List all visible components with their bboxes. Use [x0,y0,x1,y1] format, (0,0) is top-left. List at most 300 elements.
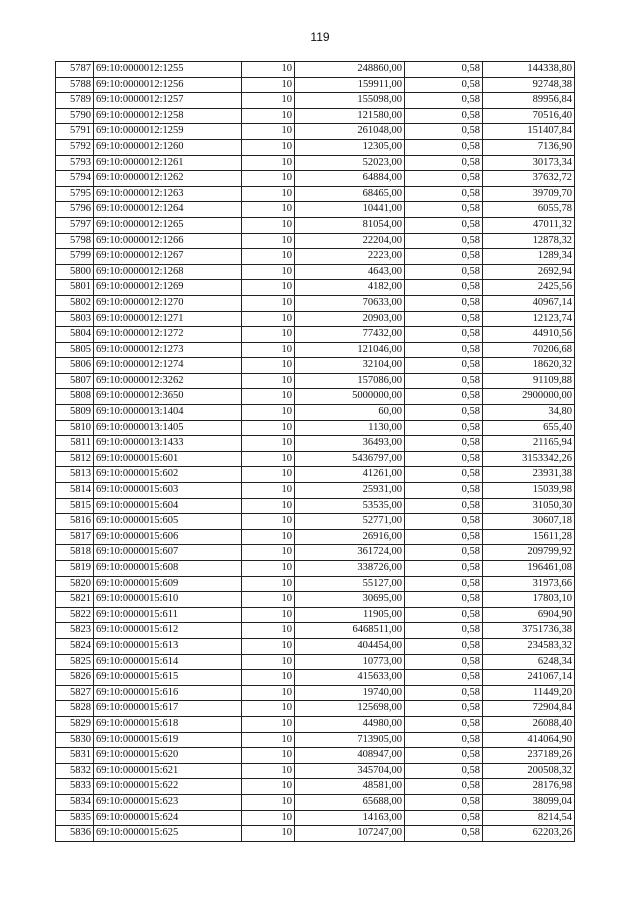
rate-cell: 10 [242,716,295,732]
table-row [56,498,575,514]
result-value-cell: 237189,26 [483,748,575,764]
row-number-cell: 5829 [56,716,94,732]
cadastral-value-cell: 48581,00 [295,779,405,795]
table-row [56,420,575,436]
table-row [56,670,575,686]
coefficient-cell: 0,58 [405,217,483,233]
coefficient-cell: 0,58 [405,701,483,717]
row-number-cell: 5822 [56,607,94,623]
result-value-cell: 234583,32 [483,638,575,654]
cadastral-value-cell: 2223,00 [295,249,405,265]
rate-cell: 10 [242,436,295,452]
result-value-cell: 6248,34 [483,654,575,670]
cadastral-value-cell: 261048,00 [295,124,405,140]
row-number-cell: 5808 [56,389,94,405]
rate-cell: 10 [242,171,295,187]
result-value-cell: 91109,88 [483,373,575,389]
result-value-cell: 2900000,00 [483,389,575,405]
cadastral-number-cell: 69:10:0000015:615 [94,670,242,686]
row-number-cell: 5832 [56,763,94,779]
cadastral-value-cell: 4182,00 [295,280,405,296]
row-number-cell: 5820 [56,576,94,592]
row-number-cell: 5835 [56,810,94,826]
coefficient-cell: 0,58 [405,93,483,109]
table-row [56,826,575,842]
rate-cell: 10 [242,623,295,639]
cadastral-number-cell: 69:10:0000012:1269 [94,280,242,296]
table-row [56,93,575,109]
table-row [56,186,575,202]
result-value-cell: 15611,28 [483,529,575,545]
cadastral-number-cell: 69:10:0000012:1274 [94,358,242,374]
coefficient-cell: 0,58 [405,638,483,654]
cadastral-value-cell: 30695,00 [295,592,405,608]
coefficient-cell: 0,58 [405,358,483,374]
coefficient-cell: 0,58 [405,529,483,545]
result-value-cell: 17803,10 [483,592,575,608]
rate-cell: 10 [242,280,295,296]
rate-cell: 10 [242,373,295,389]
table-row [56,295,575,311]
row-number-cell: 5812 [56,451,94,467]
row-number-cell: 5794 [56,171,94,187]
result-value-cell: 44910,56 [483,327,575,343]
rate-cell: 10 [242,826,295,842]
result-value-cell: 200508,32 [483,763,575,779]
cadastral-number-cell: 69:10:0000012:1272 [94,327,242,343]
coefficient-cell: 0,58 [405,763,483,779]
table-row [56,732,575,748]
cadastral-number-cell: 69:10:0000012:1262 [94,171,242,187]
table-row [56,794,575,810]
row-number-cell: 5802 [56,295,94,311]
cadastral-number-cell: 69:10:0000015:606 [94,529,242,545]
row-number-cell: 5825 [56,654,94,670]
cadastral-value-cell: 361724,00 [295,545,405,561]
table-row [56,638,575,654]
table-row [56,311,575,327]
result-value-cell: 28176,98 [483,779,575,795]
row-number-cell: 5830 [56,732,94,748]
coefficient-cell: 0,58 [405,483,483,499]
cadastral-number-cell: 69:10:0000015:616 [94,685,242,701]
coefficient-cell: 0,58 [405,451,483,467]
cadastral-value-cell: 68465,00 [295,186,405,202]
coefficient-cell: 0,58 [405,670,483,686]
cadastral-number-cell: 69:10:0000015:617 [94,701,242,717]
rate-cell: 10 [242,514,295,530]
row-number-cell: 5805 [56,342,94,358]
cadastral-number-cell: 69:10:0000015:621 [94,763,242,779]
cadastral-number-cell: 69:10:0000013:1433 [94,436,242,452]
coefficient-cell: 0,58 [405,280,483,296]
row-number-cell: 5814 [56,483,94,499]
cadastral-number-cell: 69:10:0000015:601 [94,451,242,467]
coefficient-cell: 0,58 [405,716,483,732]
table-row [56,576,575,592]
result-value-cell: 92748,38 [483,77,575,93]
row-number-cell: 5797 [56,217,94,233]
cadastral-value-cell: 32104,00 [295,358,405,374]
cadastral-number-cell: 69:10:0000013:1404 [94,405,242,421]
cadastral-number-cell: 69:10:0000012:1264 [94,202,242,218]
result-value-cell: 40967,14 [483,295,575,311]
rate-cell: 10 [242,186,295,202]
row-number-cell: 5798 [56,233,94,249]
coefficient-cell: 0,58 [405,389,483,405]
result-value-cell: 37632,72 [483,171,575,187]
coefficient-cell: 0,58 [405,794,483,810]
cadastral-number-cell: 69:10:0000015:622 [94,779,242,795]
rate-cell: 10 [242,467,295,483]
table-row [56,483,575,499]
result-value-cell: 196461,08 [483,561,575,577]
cadastral-value-cell: 22204,00 [295,233,405,249]
table-row [56,217,575,233]
coefficient-cell: 0,58 [405,405,483,421]
coefficient-cell: 0,58 [405,576,483,592]
row-number-cell: 5831 [56,748,94,764]
cadastral-value-cell: 4643,00 [295,264,405,280]
result-value-cell: 241067,14 [483,670,575,686]
cadastral-number-cell: 69:10:0000012:1255 [94,62,242,78]
rate-cell: 10 [242,451,295,467]
row-number-cell: 5826 [56,670,94,686]
result-value-cell: 12123,74 [483,311,575,327]
row-number-cell: 5813 [56,467,94,483]
table-row [56,358,575,374]
coefficient-cell: 0,58 [405,748,483,764]
result-value-cell: 12878,32 [483,233,575,249]
result-value-cell: 89956,84 [483,93,575,109]
row-number-cell: 5800 [56,264,94,280]
table-row [56,327,575,343]
rate-cell: 10 [242,779,295,795]
coefficient-cell: 0,58 [405,514,483,530]
rate-cell: 10 [242,685,295,701]
table-row [56,716,575,732]
row-number-cell: 5792 [56,139,94,155]
cadastral-value-cell: 107247,00 [295,826,405,842]
rate-cell: 10 [242,794,295,810]
cadastral-number-cell: 69:10:0000015:620 [94,748,242,764]
cadastral-value-cell: 65688,00 [295,794,405,810]
rate-cell: 10 [242,311,295,327]
table-row [56,405,575,421]
result-value-cell: 47011,32 [483,217,575,233]
table-row [56,139,575,155]
cadastral-value-cell: 415633,00 [295,670,405,686]
rate-cell: 10 [242,342,295,358]
result-value-cell: 7136,90 [483,139,575,155]
table-row [56,654,575,670]
table-row [56,685,575,701]
row-number-cell: 5796 [56,202,94,218]
result-value-cell: 62203,26 [483,826,575,842]
coefficient-cell: 0,58 [405,342,483,358]
result-value-cell: 655,40 [483,420,575,436]
result-value-cell: 2692,94 [483,264,575,280]
cadastral-number-cell: 69:10:0000012:1263 [94,186,242,202]
cadastral-value-cell: 125698,00 [295,701,405,717]
rate-cell: 10 [242,638,295,654]
table-row [56,108,575,124]
cadastral-number-cell: 69:10:0000012:1261 [94,155,242,171]
table-row [56,748,575,764]
coefficient-cell: 0,58 [405,420,483,436]
row-number-cell: 5809 [56,405,94,421]
coefficient-cell: 0,58 [405,77,483,93]
coefficient-cell: 0,58 [405,249,483,265]
row-number-cell: 5788 [56,77,94,93]
result-value-cell: 414064,90 [483,732,575,748]
table-row [56,373,575,389]
row-number-cell: 5823 [56,623,94,639]
row-number-cell: 5833 [56,779,94,795]
coefficient-cell: 0,58 [405,810,483,826]
result-value-cell: 1289,34 [483,249,575,265]
row-number-cell: 5804 [56,327,94,343]
cadastral-number-cell: 69:10:0000012:1258 [94,108,242,124]
row-number-cell: 5816 [56,514,94,530]
cadastral-value-cell: 25931,00 [295,483,405,499]
coefficient-cell: 0,58 [405,436,483,452]
row-number-cell: 5818 [56,545,94,561]
cadastral-value-cell: 41261,00 [295,467,405,483]
rate-cell: 10 [242,483,295,499]
row-number-cell: 5811 [56,436,94,452]
cadastral-value-cell: 155098,00 [295,93,405,109]
row-number-cell: 5803 [56,311,94,327]
cadastral-value-cell: 11905,00 [295,607,405,623]
cadastral-number-cell: 69:10:0000015:611 [94,607,242,623]
cadastral-number-cell: 69:10:0000012:1271 [94,311,242,327]
row-number-cell: 5787 [56,62,94,78]
table-row [56,171,575,187]
result-value-cell: 151407,84 [483,124,575,140]
coefficient-cell: 0,58 [405,373,483,389]
coefficient-cell: 0,58 [405,202,483,218]
cadastral-value-cell: 19740,00 [295,685,405,701]
coefficient-cell: 0,58 [405,108,483,124]
result-value-cell: 31973,66 [483,576,575,592]
rate-cell: 10 [242,62,295,78]
result-value-cell: 34,80 [483,405,575,421]
result-value-cell: 38099,04 [483,794,575,810]
result-value-cell: 30173,34 [483,155,575,171]
cadastral-value-cell: 81054,00 [295,217,405,233]
cadastral-number-cell: 69:10:0000015:607 [94,545,242,561]
cadastral-value-cell: 121046,00 [295,342,405,358]
rate-cell: 10 [242,732,295,748]
data-table [55,61,575,842]
cadastral-value-cell: 14163,00 [295,810,405,826]
result-value-cell: 144338,80 [483,62,575,78]
cadastral-value-cell: 77432,00 [295,327,405,343]
table-row [56,514,575,530]
cadastral-number-cell: 69:10:0000012:1259 [94,124,242,140]
cadastral-number-cell: 69:10:0000012:1260 [94,139,242,155]
cadastral-number-cell: 69:10:0000012:3650 [94,389,242,405]
rate-cell: 10 [242,498,295,514]
row-number-cell: 5815 [56,498,94,514]
cadastral-number-cell: 69:10:0000015:618 [94,716,242,732]
table-row [56,280,575,296]
rate-cell: 10 [242,810,295,826]
rate-cell: 10 [242,405,295,421]
cadastral-number-cell: 69:10:0000012:1266 [94,233,242,249]
cadastral-number-cell: 69:10:0000015:614 [94,654,242,670]
result-value-cell: 18620,32 [483,358,575,374]
coefficient-cell: 0,58 [405,171,483,187]
rate-cell: 10 [242,249,295,265]
cadastral-number-cell: 69:10:0000015:610 [94,592,242,608]
rate-cell: 10 [242,607,295,623]
table-body [56,62,575,842]
cadastral-number-cell: 69:10:0000015:624 [94,810,242,826]
table-row [56,592,575,608]
cadastral-value-cell: 53535,00 [295,498,405,514]
result-value-cell: 70206,68 [483,342,575,358]
result-value-cell: 26088,40 [483,716,575,732]
row-number-cell: 5806 [56,358,94,374]
cadastral-number-cell: 69:10:0000015:612 [94,623,242,639]
table-row [56,779,575,795]
rate-cell: 10 [242,420,295,436]
result-value-cell: 31050,30 [483,498,575,514]
rate-cell: 10 [242,576,295,592]
cadastral-number-cell: 69:10:0000015:623 [94,794,242,810]
cadastral-number-cell: 69:10:0000012:1270 [94,295,242,311]
rate-cell: 10 [242,155,295,171]
coefficient-cell: 0,58 [405,264,483,280]
cadastral-value-cell: 159911,00 [295,77,405,93]
coefficient-cell: 0,58 [405,545,483,561]
cadastral-value-cell: 44980,00 [295,716,405,732]
cadastral-value-cell: 6468511,00 [295,623,405,639]
rate-cell: 10 [242,77,295,93]
cadastral-value-cell: 55127,00 [295,576,405,592]
result-value-cell: 30607,18 [483,514,575,530]
result-value-cell: 6904,90 [483,607,575,623]
row-number-cell: 5810 [56,420,94,436]
rate-cell: 10 [242,670,295,686]
table-row [56,202,575,218]
row-number-cell: 5827 [56,685,94,701]
coefficient-cell: 0,58 [405,592,483,608]
table-row [56,763,575,779]
rate-cell: 10 [242,217,295,233]
rate-cell: 10 [242,701,295,717]
cadastral-value-cell: 713905,00 [295,732,405,748]
rate-cell: 10 [242,748,295,764]
rate-cell: 10 [242,124,295,140]
cadastral-value-cell: 338726,00 [295,561,405,577]
result-value-cell: 23931,38 [483,467,575,483]
cadastral-number-cell: 69:10:0000012:1265 [94,217,242,233]
cadastral-number-cell: 69:10:0000013:1405 [94,420,242,436]
rate-cell: 10 [242,108,295,124]
cadastral-value-cell: 408947,00 [295,748,405,764]
cadastral-value-cell: 10773,00 [295,654,405,670]
coefficient-cell: 0,58 [405,498,483,514]
table-row [56,529,575,545]
table-row [56,467,575,483]
rate-cell: 10 [242,389,295,405]
row-number-cell: 5793 [56,155,94,171]
result-value-cell: 70516,40 [483,108,575,124]
table-row [56,451,575,467]
row-number-cell: 5790 [56,108,94,124]
coefficient-cell: 0,58 [405,62,483,78]
row-number-cell: 5801 [56,280,94,296]
cadastral-number-cell: 69:10:0000015:603 [94,483,242,499]
table-row [56,342,575,358]
row-number-cell: 5817 [56,529,94,545]
coefficient-cell: 0,58 [405,685,483,701]
rate-cell: 10 [242,139,295,155]
cadastral-value-cell: 1130,00 [295,420,405,436]
cadastral-number-cell: 69:10:0000015:613 [94,638,242,654]
rate-cell: 10 [242,295,295,311]
cadastral-number-cell: 69:10:0000015:604 [94,498,242,514]
cadastral-value-cell: 5436797,00 [295,451,405,467]
table-row [56,607,575,623]
row-number-cell: 5791 [56,124,94,140]
cadastral-number-cell: 69:10:0000012:3262 [94,373,242,389]
cadastral-value-cell: 10441,00 [295,202,405,218]
coefficient-cell: 0,58 [405,327,483,343]
table-row [56,249,575,265]
cadastral-value-cell: 52771,00 [295,514,405,530]
table-row [56,124,575,140]
cadastral-number-cell: 69:10:0000012:1257 [94,93,242,109]
coefficient-cell: 0,58 [405,607,483,623]
cadastral-value-cell: 20903,00 [295,311,405,327]
coefficient-cell: 0,58 [405,467,483,483]
row-number-cell: 5789 [56,93,94,109]
table-row [56,77,575,93]
rate-cell: 10 [242,529,295,545]
row-number-cell: 5821 [56,592,94,608]
cadastral-value-cell: 12305,00 [295,139,405,155]
cadastral-value-cell: 70633,00 [295,295,405,311]
cadastral-number-cell: 69:10:0000015:619 [94,732,242,748]
table-row [56,701,575,717]
cadastral-value-cell: 5000000,00 [295,389,405,405]
cadastral-number-cell: 69:10:0000012:1267 [94,249,242,265]
coefficient-cell: 0,58 [405,732,483,748]
result-value-cell: 21165,94 [483,436,575,452]
result-value-cell: 8214,54 [483,810,575,826]
coefficient-cell: 0,58 [405,623,483,639]
result-value-cell: 3751736,38 [483,623,575,639]
cadastral-value-cell: 26916,00 [295,529,405,545]
cadastral-value-cell: 121580,00 [295,108,405,124]
result-value-cell: 6055,78 [483,202,575,218]
table-row [56,264,575,280]
cadastral-number-cell: 69:10:0000012:1256 [94,77,242,93]
result-value-cell: 2425,56 [483,280,575,296]
rate-cell: 10 [242,592,295,608]
cadastral-value-cell: 52023,00 [295,155,405,171]
table-row [56,233,575,249]
table-row [56,155,575,171]
row-number-cell: 5824 [56,638,94,654]
row-number-cell: 5834 [56,794,94,810]
cadastral-value-cell: 248860,00 [295,62,405,78]
coefficient-cell: 0,58 [405,779,483,795]
